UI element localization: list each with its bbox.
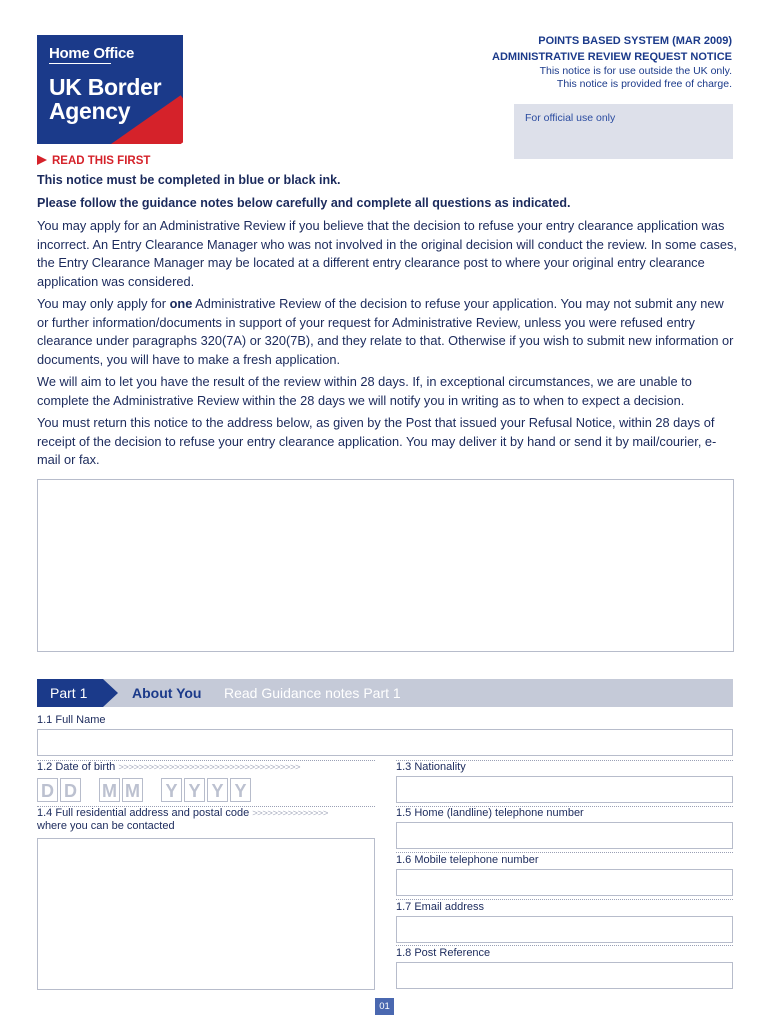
- post-reference-field[interactable]: [396, 962, 733, 989]
- part-number: Part 1: [37, 679, 103, 707]
- dob-field[interactable]: [37, 778, 253, 802]
- dob-spacer: [145, 778, 161, 802]
- dob-label-text: 1.2 Date of birth: [37, 761, 116, 773]
- p2-emphasis: one: [169, 296, 193, 311]
- full-name-field[interactable]: [37, 729, 733, 756]
- part-guidance: Read Guidance notes Part 1: [224, 685, 401, 701]
- email-label: 1.7 Email address: [396, 901, 485, 913]
- read-first-label: READ THIS FIRST: [52, 155, 151, 167]
- dob-day-1[interactable]: D: [37, 778, 58, 802]
- nationality-field[interactable]: [396, 776, 733, 803]
- landline-field[interactable]: [396, 822, 733, 849]
- form-subtitle: ADMINISTRATIVE REVIEW REQUEST NOTICE: [492, 51, 732, 63]
- nationality-label: 1.3 Nationality: [396, 761, 466, 773]
- dob-spacer: [83, 778, 99, 802]
- dob-year-2[interactable]: Y: [184, 778, 205, 802]
- divider: [396, 899, 733, 900]
- intro-paragraph-2: [37, 295, 737, 369]
- logo-line-3: Agency: [49, 98, 131, 124]
- logo-home-office: Home Office: [49, 45, 135, 62]
- read-first-heading: [37, 155, 150, 167]
- address-label: [37, 807, 377, 833]
- logo-agency-name: [49, 75, 161, 123]
- post-reference-label: 1.8 Post Reference: [396, 947, 491, 959]
- dob-day-2[interactable]: D: [60, 778, 81, 802]
- address-field[interactable]: [37, 838, 375, 990]
- ink-instruction: This notice must be completed in blue or black ink.: [37, 173, 341, 187]
- part-title: About You: [132, 685, 202, 701]
- mobile-label: 1.6 Mobile telephone number: [396, 854, 539, 866]
- p2-text-a: You may only apply for: [37, 296, 170, 311]
- triangle-icon: [37, 155, 47, 165]
- intro-paragraph-4: You must return this notice to the address below, as given by the Post that issued your Refusal Notice, within 28 days of receipt of the decision to refuse your entry clearance application. You may deliver it by hand or send it by mail/courier, e-mail or fax.: [37, 415, 717, 468]
- official-use-label: For official use only: [525, 112, 616, 124]
- divider: [396, 852, 733, 853]
- email-field[interactable]: [396, 916, 733, 943]
- full-name-label: 1.1 Full Name: [37, 714, 106, 726]
- dob-month-2[interactable]: M: [122, 778, 143, 802]
- part1-header: [37, 679, 733, 707]
- guidance-instruction: Please follow the guidance notes below carefully and complete all questions as indicated.: [37, 196, 571, 210]
- intro-paragraph-3: We will aim to let you have the result of the review within 28 days. If, in exceptional circumstances, we are unable to complete the Administrative Review within the 28 days we will notify you in writing as to when to expect a decision.: [37, 374, 692, 408]
- post-address-box[interactable]: [37, 479, 734, 652]
- logo-divider: [49, 63, 111, 64]
- form-title: POINTS BASED SYSTEM (MAR 2009): [538, 35, 732, 47]
- landline-label: 1.5 Home (landline) telephone number: [396, 807, 584, 819]
- intro-paragraph-1: You may apply for an Administrative Review if you believe that the decision to refuse your entry clearance application was incorrect. An Entry Clearance Manager who was not involved in the original decision will conduct the review. In some cases, the Entry Clearance Manager may be located at a different entry clearance post to where your original entry clearance application was considered.: [37, 218, 737, 289]
- part-arrow-icon: [103, 679, 118, 707]
- uk-border-agency-logo: [37, 35, 183, 144]
- dob-month-1[interactable]: M: [99, 778, 120, 802]
- dob-year-4[interactable]: Y: [230, 778, 251, 802]
- address-arrows: >>>>>>>>>>>>>>>: [252, 808, 328, 819]
- official-use-box: [514, 104, 733, 159]
- logo-line-2: UK Border: [49, 74, 162, 100]
- address-label-text-2: where you can be contacted: [37, 820, 175, 832]
- form-note-outside-uk: This notice is for use outside the UK only.: [539, 65, 732, 77]
- dob-year-1[interactable]: Y: [161, 778, 182, 802]
- dob-arrows: >>>>>>>>>>>>>>>>>>>>>>>>>>>>>>>>>>>>: [118, 762, 301, 773]
- dob-year-3[interactable]: Y: [207, 778, 228, 802]
- p2-text-b: Administrative Review of the decision to refuse your application. You may not submit any new or further information/documents in support of your request for Administrative Review, unless you were refused entry clearance under paragraphs 320(7A) or 320(7B), and they relate to that. Otherwise if you wish to submit new information or documents, you will have to make a fresh application.: [37, 296, 734, 367]
- mobile-field[interactable]: [396, 869, 733, 896]
- form-note-free: This notice is provided free of charge.: [556, 78, 732, 90]
- divider: [396, 945, 733, 946]
- page-number: 01: [375, 998, 394, 1015]
- dob-label: [37, 761, 300, 773]
- address-label-text: 1.4 Full residential address and postal code: [37, 807, 250, 819]
